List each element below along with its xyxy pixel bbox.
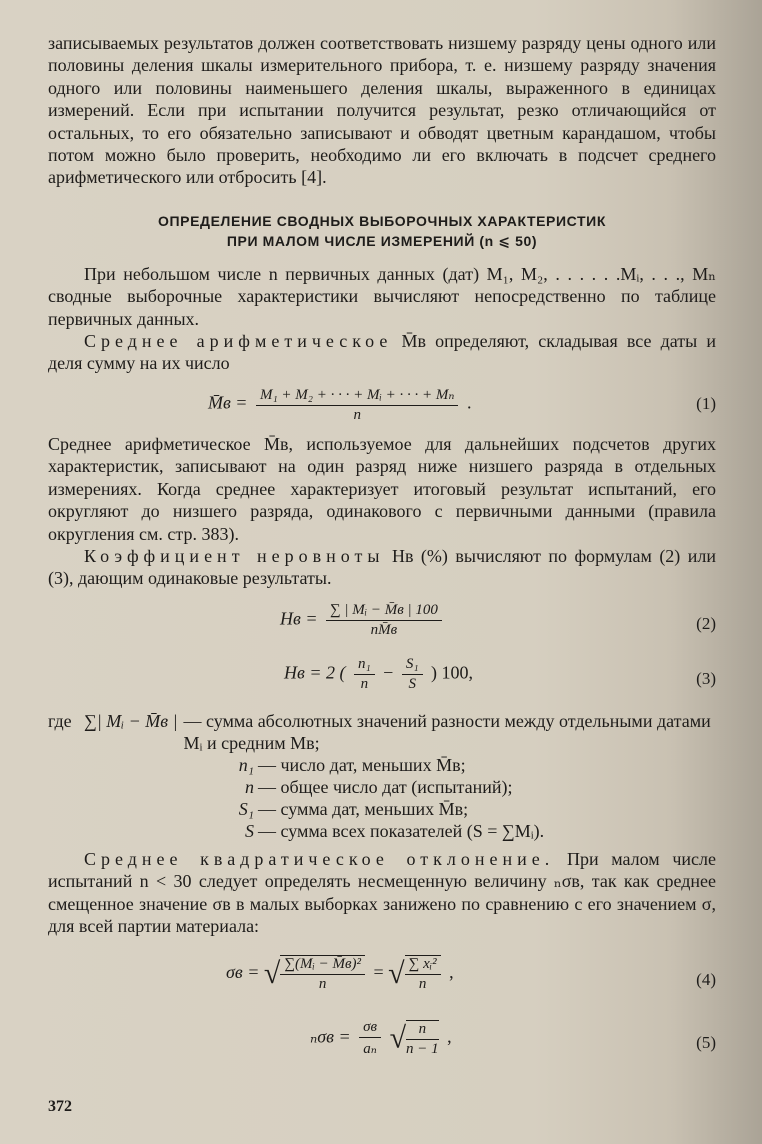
coef-text: Hв (%) вычисляют по формулам (2) или (3), дающим одинаковые результаты. <box>48 545 717 589</box>
definition-symbol: S <box>245 820 254 841</box>
formula-1-lhs: M̄в = <box>208 392 248 413</box>
formula-4-root2-den: n <box>418 976 427 993</box>
sqrt-icon: √ <box>389 1021 407 1055</box>
mean-term: Среднее арифметическое <box>84 331 393 352</box>
formula-2-numerator: ∑ | Mᵢ − M̄в | 100 <box>326 602 442 621</box>
top-paragraph: записываемых результатов должен соответствовать низшему разряду цены одного или половины деления шкалы измерительного прибора, т. е. низшему разряду значения одного или половины наименьшего деления шкалы, выраженного в единицах измерений. Если при испытании получится результат, резко отличающийся от остальных, то его обязательно записывают и обводят цветным карандашом, чтобы потом можно было проверить, необходимо ли его включать в подсчет среднего арифметического или отбросить [4]. <box>48 33 716 188</box>
formula-5-root <box>406 1020 439 1058</box>
sqrt-icon: √ <box>388 957 405 991</box>
formula-3-minus: − <box>383 662 394 683</box>
formula-3-fraction-2 <box>402 656 423 693</box>
definition-text: — число дат, меньших M̄в; <box>258 754 466 775</box>
definition-row <box>48 776 716 798</box>
formula-4-number: (4) <box>696 970 716 990</box>
formula-4-root1-den: n <box>318 976 327 993</box>
definition-symbol: S₁ <box>238 798 254 819</box>
section-heading-line2: ПРИ МАЛОМ ЧИСЛЕ ИЗМЕРЕНИЙ (n ⩽ 50) <box>226 232 538 249</box>
definitions-lead: где <box>48 710 72 731</box>
formula-2-lhs: Hв = <box>280 608 318 629</box>
page-number: 372 <box>48 1098 72 1115</box>
formula-2 <box>48 598 716 650</box>
definition-row <box>48 754 716 776</box>
formula-2-denominator: nM̄в <box>370 621 398 638</box>
std-paragraph <box>48 848 716 938</box>
formula-5-fraction <box>359 1019 381 1058</box>
formula-4-tail: , <box>449 962 454 983</box>
formula-2-fraction <box>326 602 442 639</box>
formula-5-tail: , <box>447 1026 452 1047</box>
formula-3-frac1-den: n <box>360 675 369 692</box>
formula-4-root2-num: ∑ xᵢ² <box>405 956 441 975</box>
mean-text: M̄в определяют, складывая все даты и деля сумму на их число <box>48 331 717 374</box>
formula-1-fraction <box>256 385 458 424</box>
formula-3 <box>48 654 716 704</box>
mean-paragraph <box>48 330 716 375</box>
formula-3-frac1-num: n₁ <box>354 656 375 675</box>
section-heading-line1: ОПРЕДЕЛЕНИЕ СВОДНЫХ ВЫБОРОЧНЫХ ХАРАКТЕРИСТИК <box>158 212 606 229</box>
formula-1-tail: . <box>466 392 472 413</box>
section-heading <box>48 211 716 251</box>
definition-text: — общее число дат (испытаний); <box>258 776 513 797</box>
sqrt-icon: √ <box>263 957 281 991</box>
after-formula-1: Среднее арифметическое M̄в, используемое для дальнейших подсчетов других характеристик, записывают на один разряд ниже низшего разряда в отдельных измерениях. Когда среднее характеризует итоговый результат испытаний, его округляют до низшего разряда, одинакового с первичными данными (правила округления см. стр. 383). <box>48 433 716 544</box>
formula-4-lhs: σв = <box>226 962 260 983</box>
formula-4 <box>48 949 716 1011</box>
definition-row <box>48 798 716 820</box>
definition-row <box>48 820 716 842</box>
formula-3-fraction-1 <box>354 656 375 693</box>
formula-5-frac-num: σв <box>359 1019 381 1038</box>
definition-row <box>48 710 716 754</box>
formula-3-frac2-den: S <box>408 675 416 692</box>
formula-2-number: (2) <box>696 613 716 633</box>
std-term: Среднее квадратическое отклонение. <box>84 848 555 869</box>
formula-5-root-den: n − 1 <box>406 1040 439 1057</box>
definition-text: — сумма дат, меньших M̄в; <box>258 798 469 819</box>
formula-1-number: (1) <box>696 393 716 413</box>
formula-1-denominator: n <box>353 406 361 423</box>
coef-term: Коэффициент неровноты <box>84 545 385 566</box>
formula-4-root1-num: ∑(Mᵢ − M̄в)² <box>280 956 365 975</box>
formula-5-number: (5) <box>696 1033 716 1053</box>
coef-paragraph <box>48 545 716 590</box>
definition-text: — сумма абсолютных значений разности между отдельными датами Mᵢ и средним Mв; <box>183 710 711 753</box>
intro-paragraph: При небольшом числе n первичных данных (дат) M₁, M₂, . . . . . .Mᵢ, . . ., Mₙ сводные выборочные характеристики вычисляют непосредственно по таблице первичных данных. <box>48 263 716 329</box>
formula-3-number: (3) <box>696 668 716 688</box>
formula-3-frac2-num: S₁ <box>402 656 423 675</box>
formula-5-lhs: ₙσв = <box>310 1026 351 1047</box>
std-text: При малом числе испытаний n < 30 следует определять несмещенную величину ₙσв, так как среднее смещенное значение σв в малых выборках занижено по сравнению с его значением σ, для всей партии материала: <box>48 848 716 936</box>
formula-1 <box>48 381 716 427</box>
formula-1-numerator: M₁ + M₂ + · · · + Mᵢ + · · · + Mₙ <box>256 385 458 406</box>
formula-4-root-1 <box>280 955 365 993</box>
formula-3-lhs: Hв = 2 ( <box>284 662 346 683</box>
definition-symbol: ∑| Mᵢ − M̄в | <box>84 710 178 731</box>
definition-symbol: n₁ <box>238 754 254 775</box>
formula-4-eq: = <box>373 962 384 983</box>
formula-5-root-num: n <box>406 1021 439 1040</box>
formula-5-frac-den: aₙ <box>363 1041 377 1058</box>
formula-5 <box>48 1015 716 1071</box>
page-content <box>48 32 716 1071</box>
formula-4-root-2 <box>405 955 441 993</box>
formula-3-tail: ) 100, <box>431 662 474 683</box>
definitions-block <box>48 710 716 842</box>
definition-symbol: n <box>245 776 254 797</box>
definition-text: — сумма всех показателей (S = ∑Mᵢ). <box>258 820 545 841</box>
